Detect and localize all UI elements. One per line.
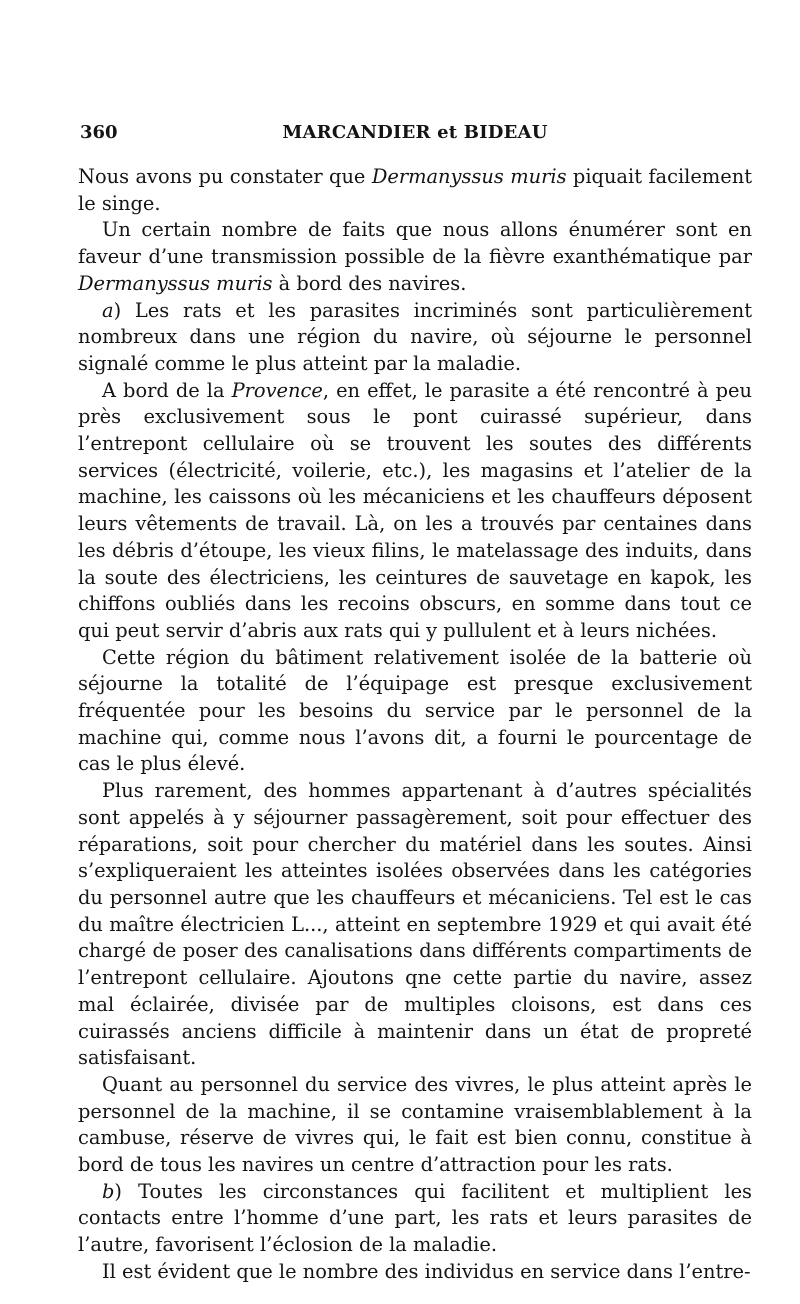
- italic-text: Provence: [231, 378, 323, 402]
- paragraph: [78, 1072, 752, 1179]
- text-run: Cette région du bâtiment relativement isolée de la batterie où séjourne la totalité de l’équipage est presque exclusivement fréquentée pour les besoins du service par le personnel de la machine qui, comme nous l’avons dit, a fourni le pourcentage de cas le plus élevé.: [78, 645, 752, 776]
- text-run: ) Toutes les circonstances qui facilitent et multiplient les contacts entre l’homme d’une part, les rats et leurs parasites de l’autre, favorisent l’éclosion de la maladie.: [78, 1179, 752, 1257]
- paragraph: [78, 164, 752, 217]
- paragraph: [78, 778, 752, 1072]
- text-run: A bord de la: [102, 378, 232, 402]
- italic-text: b: [102, 1179, 115, 1203]
- paragraph: [78, 1179, 752, 1259]
- text-run: Quant au personnel du service des vivres, le plus atteint après le personnel de la machine, il se contamine vraisemblablement à la cambuse, réserve de vivres qui, le fait est bien connu, constitue à bord de tous les navires un centre d’attraction pour les rats.: [78, 1072, 752, 1177]
- paragraph: [78, 645, 752, 779]
- italic-text: a: [102, 298, 114, 322]
- text-run: ) Les rats et les parasites incriminés sont particulièrement nombreux dans une région du navire, où séjourne le personnel signalé comme le plus atteint par la maladie.: [78, 298, 752, 375]
- paragraph: [78, 217, 752, 297]
- running-title: MARCANDIER et BIDEAU: [282, 122, 548, 143]
- paragraph: [78, 378, 752, 645]
- page-header: [80, 122, 750, 152]
- page-number: 360: [80, 122, 118, 143]
- text-run: Un certain nombre de faits que nous allons énumérer sont en faveur d’une transmission possible de la fièvre exanthématique par: [78, 218, 752, 269]
- paragraph: [78, 298, 752, 378]
- text-run: piquait facilement le singe.: [78, 165, 753, 215]
- text-run: à bord des navires.: [272, 271, 467, 295]
- text-run: Il est évident que le nombre des individus en service dans l’entre-: [102, 1259, 751, 1283]
- text-run: Plus rarement, des hommes appartenant à d’autres spécialités sont appelés à y séjourner passagèrement, soit pour effectuer des réparations, soit pour chercher du matériel dans les soutes. Ainsi s’expliqueraient les atteintes isolées observées dans les catégories du personnel autre que les chauffeurs et mécaniciens. Tel est le cas du maître électricien L..., atteint en septembre 1929 et qui avait été chargé de poser des canalisations dans différents compartiments de l’entrepont cellulaire. Ajoutons qne cette partie du navire, assez mal éclairée, divisée par de multiples cloisons, est dans ces cuirassés anciens difficile à maintenir dans un état de propreté satisfaisant.: [78, 779, 752, 1070]
- text-run: , en effet, le parasite a été rencontré à peu près exclusivement sous le pont cuirassé supérieur, dans l’entrepont cellulaire où se trouvent les soutes des différents services (électricité, voilerie, etc.), les magasins et l’atelier de la machine, les caissons où les mécaniciens et les chauffeurs déposent leurs vêtements de travail. Là, on les a trouvés par centaines dans les débris d’étoupe, les vieux filins, le matelassage des induits, dans la soute des électriciens, les ceintures de sauvetage en kapok, les chiffons oubliés dans les recoins obscurs, en somme dans tout ce qui peut servir d’abris aux rats qui y pullulent et à leurs nichées.: [78, 378, 753, 642]
- paragraph: [78, 1259, 752, 1286]
- text-run: Nous avons pu constater que: [78, 165, 372, 188]
- italic-text: Dermanyssus muris: [371, 165, 567, 188]
- body-text: [78, 164, 752, 1286]
- italic-text: Dermanyssus muris: [78, 271, 273, 295]
